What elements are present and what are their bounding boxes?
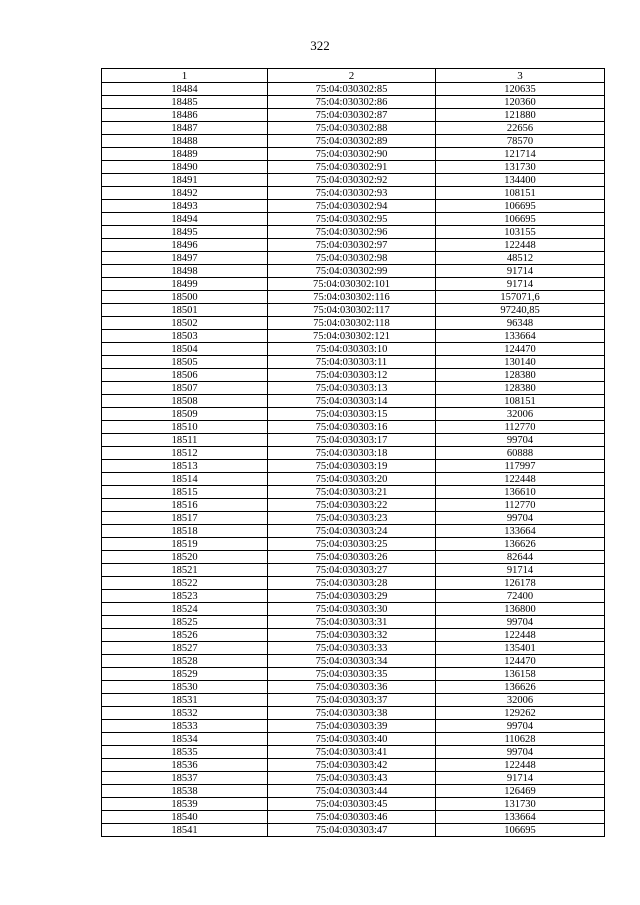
value-cell: 157071,6: [436, 291, 605, 304]
table-row: [102, 252, 605, 265]
value-cell: 48512: [436, 252, 605, 265]
cadastral-number-cell: 75:04:030303:44: [268, 785, 436, 798]
row-number-cell: 18517: [102, 512, 268, 525]
table-row: [102, 83, 605, 96]
row-number-cell: 18502: [102, 317, 268, 330]
cadastral-number-cell: 75:04:030303:37: [268, 694, 436, 707]
row-number-cell: 18536: [102, 759, 268, 772]
cadastral-number-cell: 75:04:030302:98: [268, 252, 436, 265]
value-cell: 121880: [436, 109, 605, 122]
row-number-cell: 18527: [102, 642, 268, 655]
row-number-cell: 18531: [102, 694, 268, 707]
table-row: [102, 408, 605, 421]
cadastral-number-cell: 75:04:030303:34: [268, 655, 436, 668]
row-number-cell: 18516: [102, 499, 268, 512]
cadastral-number-cell: 75:04:030302:90: [268, 148, 436, 161]
cadastral-number-cell: 75:04:030303:16: [268, 421, 436, 434]
table-row: [102, 655, 605, 668]
row-number-cell: 18508: [102, 395, 268, 408]
value-cell: 136610: [436, 486, 605, 499]
value-cell: 99704: [436, 616, 605, 629]
table-row: [102, 603, 605, 616]
table-row: [102, 564, 605, 577]
row-number-cell: 18505: [102, 356, 268, 369]
value-cell: 82644: [436, 551, 605, 564]
row-number-cell: 18534: [102, 733, 268, 746]
cadastral-number-cell: 75:04:030303:30: [268, 603, 436, 616]
value-cell: 99704: [436, 512, 605, 525]
cadastral-number-cell: 75:04:030302:86: [268, 96, 436, 109]
value-cell: 131730: [436, 161, 605, 174]
row-number-cell: 18513: [102, 460, 268, 473]
table-row: [102, 369, 605, 382]
row-number-cell: 18539: [102, 798, 268, 811]
value-cell: 122448: [436, 473, 605, 486]
value-cell: 96348: [436, 317, 605, 330]
row-number-cell: 18524: [102, 603, 268, 616]
value-cell: 135401: [436, 642, 605, 655]
cadastral-number-cell: 75:04:030303:46: [268, 811, 436, 824]
table-row: [102, 278, 605, 291]
page-number: 322: [310, 38, 330, 53]
row-number-cell: 18496: [102, 239, 268, 252]
table-row: [102, 265, 605, 278]
table-row: [102, 96, 605, 109]
table-row: [102, 317, 605, 330]
cadastral-number-cell: 75:04:030303:36: [268, 681, 436, 694]
cadastral-number-cell: 75:04:030303:20: [268, 473, 436, 486]
table-row: [102, 109, 605, 122]
value-cell: 91714: [436, 265, 605, 278]
value-cell: 129262: [436, 707, 605, 720]
value-cell: 128380: [436, 382, 605, 395]
row-number-cell: 18532: [102, 707, 268, 720]
cadastral-number-cell: 75:04:030303:33: [268, 642, 436, 655]
row-number-cell: 18525: [102, 616, 268, 629]
row-number-cell: 18490: [102, 161, 268, 174]
value-cell: 122448: [436, 239, 605, 252]
row-number-cell: 18497: [102, 252, 268, 265]
cadastral-number-cell: 75:04:030302:85: [268, 83, 436, 96]
cadastral-number-cell: 75:04:030302:116: [268, 291, 436, 304]
cadastral-number-cell: 75:04:030303:24: [268, 525, 436, 538]
value-cell: 32006: [436, 694, 605, 707]
value-cell: 103155: [436, 226, 605, 239]
table-row: [102, 343, 605, 356]
row-number-cell: 18487: [102, 122, 268, 135]
row-number-cell: 18494: [102, 213, 268, 226]
cadastral-number-cell: 75:04:030302:87: [268, 109, 436, 122]
cadastral-number-cell: 75:04:030302:94: [268, 200, 436, 213]
value-cell: 78570: [436, 135, 605, 148]
cadastral-number-cell: 75:04:030302:97: [268, 239, 436, 252]
row-number-cell: 18541: [102, 824, 268, 837]
table-row: [102, 226, 605, 239]
cadastral-number-cell: 75:04:030302:88: [268, 122, 436, 135]
table-row: [102, 460, 605, 473]
header-cell-1: 1: [102, 69, 268, 83]
table-row: [102, 681, 605, 694]
row-number-cell: 18501: [102, 304, 268, 317]
table-row: [102, 486, 605, 499]
value-cell: 136800: [436, 603, 605, 616]
table-row: [102, 382, 605, 395]
row-number-cell: 18530: [102, 681, 268, 694]
cadastral-number-cell: 75:04:030303:40: [268, 733, 436, 746]
cadastral-number-cell: 75:04:030303:28: [268, 577, 436, 590]
row-number-cell: 18515: [102, 486, 268, 499]
value-cell: 136626: [436, 681, 605, 694]
value-cell: 126178: [436, 577, 605, 590]
table-row: [102, 499, 605, 512]
row-number-cell: 18519: [102, 538, 268, 551]
cadastral-number-cell: 75:04:030302:99: [268, 265, 436, 278]
table-row: [102, 291, 605, 304]
cadastral-number-cell: 75:04:030303:23: [268, 512, 436, 525]
value-cell: 122448: [436, 629, 605, 642]
value-cell: 124470: [436, 655, 605, 668]
value-cell: 131730: [436, 798, 605, 811]
row-number-cell: 18484: [102, 83, 268, 96]
value-cell: 112770: [436, 421, 605, 434]
cadastral-number-cell: 75:04:030303:13: [268, 382, 436, 395]
value-cell: 108151: [436, 395, 605, 408]
cadastral-number-cell: 75:04:030303:17: [268, 434, 436, 447]
table-row: [102, 772, 605, 785]
value-cell: 106695: [436, 824, 605, 837]
row-number-cell: 18506: [102, 369, 268, 382]
table-row: [102, 642, 605, 655]
cadastral-number-cell: 75:04:030303:39: [268, 720, 436, 733]
value-cell: 72400: [436, 590, 605, 603]
value-cell: 91714: [436, 278, 605, 291]
row-number-cell: 18538: [102, 785, 268, 798]
table-row: [102, 824, 605, 837]
value-cell: 117997: [436, 460, 605, 473]
table-row: [102, 785, 605, 798]
table-row: [102, 629, 605, 642]
row-number-cell: 18485: [102, 96, 268, 109]
value-cell: 136158: [436, 668, 605, 681]
table-row: [102, 720, 605, 733]
row-number-cell: 18499: [102, 278, 268, 291]
row-number-cell: 18523: [102, 590, 268, 603]
table-row: [102, 551, 605, 564]
row-number-cell: 18491: [102, 174, 268, 187]
value-cell: 133664: [436, 811, 605, 824]
table-row: [102, 694, 605, 707]
row-number-cell: 18488: [102, 135, 268, 148]
cadastral-number-cell: 75:04:030303:41: [268, 746, 436, 759]
cadastral-number-cell: 75:04:030302:89: [268, 135, 436, 148]
cadastral-number-cell: 75:04:030303:19: [268, 460, 436, 473]
header-cell-3: 3: [436, 69, 605, 83]
cadastral-number-cell: 75:04:030302:118: [268, 317, 436, 330]
value-cell: 106695: [436, 213, 605, 226]
table-row: [102, 538, 605, 551]
value-cell: 133664: [436, 330, 605, 343]
row-number-cell: 18511: [102, 434, 268, 447]
cadastral-number-cell: 75:04:030302:101: [268, 278, 436, 291]
value-cell: 60888: [436, 447, 605, 460]
value-cell: 133664: [436, 525, 605, 538]
cadastral-number-cell: 75:04:030303:26: [268, 551, 436, 564]
header-cell-2: 2: [268, 69, 436, 83]
table-row: [102, 616, 605, 629]
cadastral-number-cell: 75:04:030303:15: [268, 408, 436, 421]
cadastral-number-cell: 75:04:030303:31: [268, 616, 436, 629]
row-number-cell: 18521: [102, 564, 268, 577]
table-row: [102, 733, 605, 746]
row-number-cell: 18489: [102, 148, 268, 161]
table-row: [102, 330, 605, 343]
table-row: [102, 122, 605, 135]
row-number-cell: 18533: [102, 720, 268, 733]
cadastral-number-cell: 75:04:030303:11: [268, 356, 436, 369]
table-row: [102, 148, 605, 161]
cadastral-number-cell: 75:04:030302:92: [268, 174, 436, 187]
value-cell: 126469: [436, 785, 605, 798]
value-cell: 124470: [436, 343, 605, 356]
value-cell: 120360: [436, 96, 605, 109]
value-cell: 121714: [436, 148, 605, 161]
cadastral-number-cell: 75:04:030303:47: [268, 824, 436, 837]
value-cell: 136626: [436, 538, 605, 551]
cadastral-number-cell: 75:04:030303:27: [268, 564, 436, 577]
row-number-cell: 18507: [102, 382, 268, 395]
row-number-cell: 18535: [102, 746, 268, 759]
row-number-cell: 18518: [102, 525, 268, 538]
table-row: [102, 356, 605, 369]
cadastral-number-cell: 75:04:030303:25: [268, 538, 436, 551]
cadastral-number-cell: 75:04:030302:117: [268, 304, 436, 317]
cadastral-number-cell: 75:04:030303:38: [268, 707, 436, 720]
cadastral-number-cell: 75:04:030302:91: [268, 161, 436, 174]
row-number-cell: 18509: [102, 408, 268, 421]
table-row: [102, 512, 605, 525]
header-row: [102, 69, 605, 83]
table-row: [102, 668, 605, 681]
table-row: [102, 473, 605, 486]
cadastral-number-cell: 75:04:030303:42: [268, 759, 436, 772]
row-number-cell: 18512: [102, 447, 268, 460]
cadastral-number-cell: 75:04:030302:93: [268, 187, 436, 200]
table-row: [102, 213, 605, 226]
row-number-cell: 18486: [102, 109, 268, 122]
row-number-cell: 18492: [102, 187, 268, 200]
cadastral-number-cell: 75:04:030303:43: [268, 772, 436, 785]
table-body: [102, 83, 605, 837]
value-cell: 128380: [436, 369, 605, 382]
table-header: [102, 69, 605, 83]
row-number-cell: 18526: [102, 629, 268, 642]
row-number-cell: 18528: [102, 655, 268, 668]
value-cell: 91714: [436, 772, 605, 785]
row-number-cell: 18537: [102, 772, 268, 785]
value-cell: 120635: [436, 83, 605, 96]
cadastral-number-cell: 75:04:030303:12: [268, 369, 436, 382]
value-cell: 106695: [436, 200, 605, 213]
value-cell: 99704: [436, 720, 605, 733]
table-row: [102, 707, 605, 720]
table-row: [102, 447, 605, 460]
row-number-cell: 18493: [102, 200, 268, 213]
data-table: [101, 68, 605, 837]
table-row: [102, 161, 605, 174]
table-row: [102, 577, 605, 590]
cadastral-number-cell: 75:04:030303:18: [268, 447, 436, 460]
row-number-cell: 18510: [102, 421, 268, 434]
row-number-cell: 18529: [102, 668, 268, 681]
row-number-cell: 18500: [102, 291, 268, 304]
value-cell: 91714: [436, 564, 605, 577]
cadastral-number-cell: 75:04:030302:95: [268, 213, 436, 226]
row-number-cell: 18504: [102, 343, 268, 356]
table-row: [102, 395, 605, 408]
table-row: [102, 811, 605, 824]
table-row: [102, 135, 605, 148]
row-number-cell: 18514: [102, 473, 268, 486]
value-cell: 32006: [436, 408, 605, 421]
table-row: [102, 798, 605, 811]
cadastral-number-cell: 75:04:030303:14: [268, 395, 436, 408]
table-row: [102, 746, 605, 759]
table-row: [102, 200, 605, 213]
cadastral-number-cell: 75:04:030303:21: [268, 486, 436, 499]
value-cell: 99704: [436, 434, 605, 447]
table-row: [102, 434, 605, 447]
cadastral-number-cell: 75:04:030303:45: [268, 798, 436, 811]
row-number-cell: 18495: [102, 226, 268, 239]
cadastral-number-cell: 75:04:030303:29: [268, 590, 436, 603]
table-row: [102, 590, 605, 603]
row-number-cell: 18498: [102, 265, 268, 278]
value-cell: 99704: [436, 746, 605, 759]
row-number-cell: 18503: [102, 330, 268, 343]
cadastral-number-cell: 75:04:030302:121: [268, 330, 436, 343]
cadastral-number-cell: 75:04:030303:10: [268, 343, 436, 356]
cadastral-number-cell: 75:04:030303:35: [268, 668, 436, 681]
value-cell: 134400: [436, 174, 605, 187]
table-row: [102, 759, 605, 772]
table-row: [102, 304, 605, 317]
table-row: [102, 421, 605, 434]
cadastral-number-cell: 75:04:030303:22: [268, 499, 436, 512]
cadastral-number-cell: 75:04:030303:32: [268, 629, 436, 642]
value-cell: 130140: [436, 356, 605, 369]
table-row: [102, 187, 605, 200]
value-cell: 97240,85: [436, 304, 605, 317]
table-row: [102, 525, 605, 538]
table-row: [102, 239, 605, 252]
table-row: [102, 174, 605, 187]
row-number-cell: 18522: [102, 577, 268, 590]
value-cell: 22656: [436, 122, 605, 135]
row-number-cell: 18540: [102, 811, 268, 824]
cadastral-number-cell: 75:04:030302:96: [268, 226, 436, 239]
value-cell: 112770: [436, 499, 605, 512]
value-cell: 122448: [436, 759, 605, 772]
row-number-cell: 18520: [102, 551, 268, 564]
value-cell: 110628: [436, 733, 605, 746]
value-cell: 108151: [436, 187, 605, 200]
